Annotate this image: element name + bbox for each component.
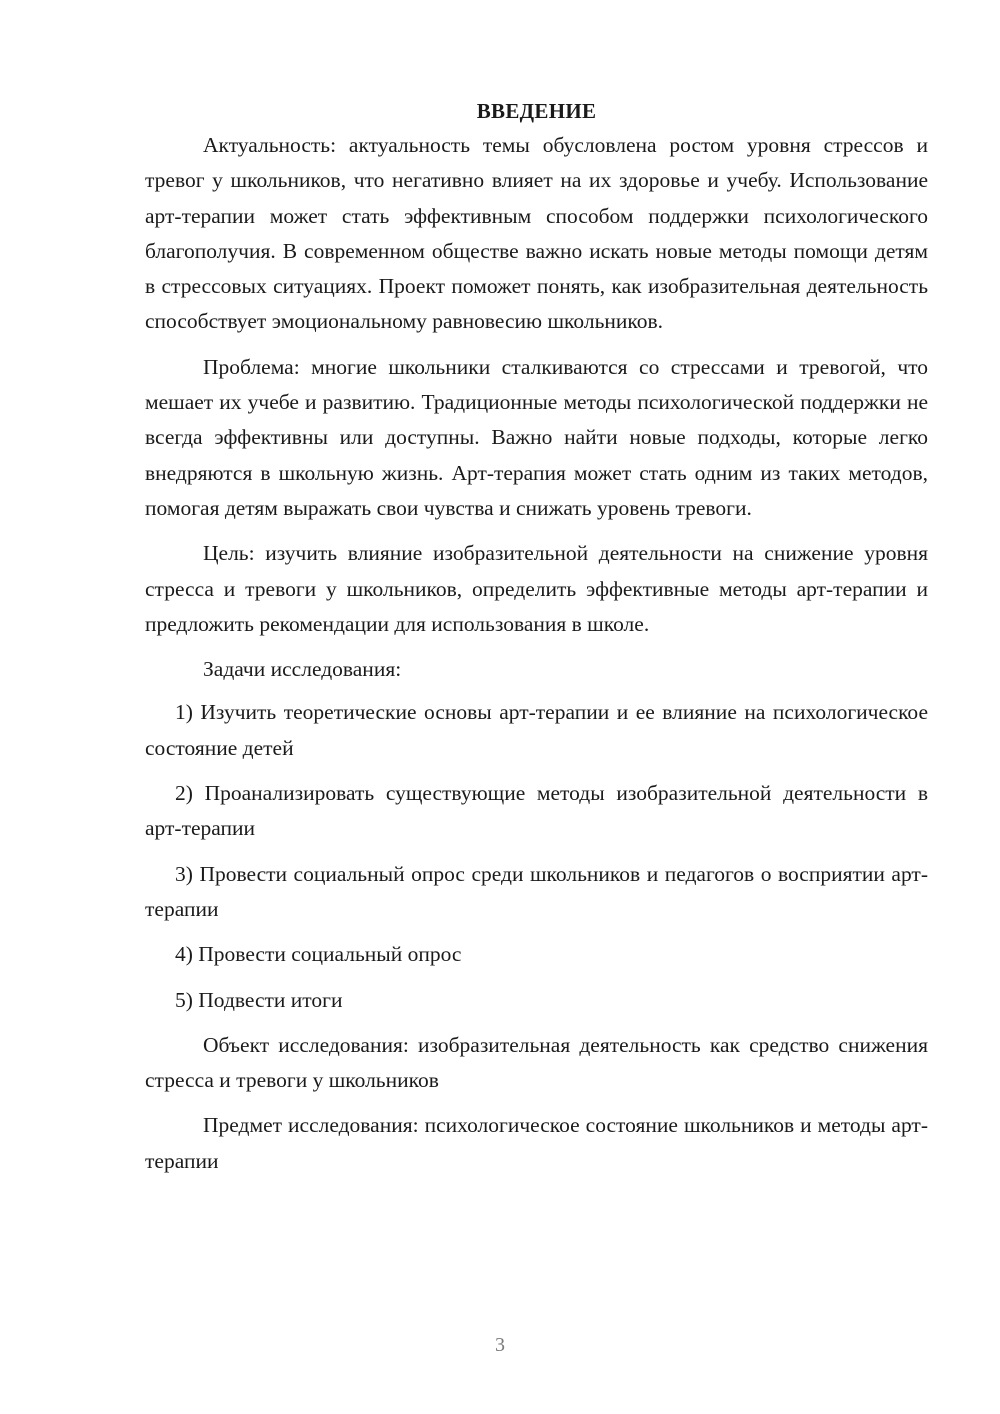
- list-item: 2) Проанализировать существующие методы изобразительной деятельности в арт-терапии: [145, 781, 928, 841]
- document-title: ВВЕДЕНИЕ: [476, 99, 597, 123]
- list-item: 5) Подвести итоги: [175, 987, 343, 1012]
- list-item: 1) Изучить теоретические основы арт-терапии и ее влияние на психологическое состояние детей: [145, 700, 928, 760]
- page-number: 3: [495, 1334, 505, 1356]
- tasks-heading: Задачи исследования:: [203, 657, 402, 682]
- paragraph-object: Объект исследования: изобразительная деятельность как средство снижения стресса и тревоги у школьников: [145, 1032, 928, 1093]
- paragraph-goal: Цель: изучить влияние изобразительной деятельности на снижение уровня стресса и тревоги у школьников, определить эффективные методы арт-терапии и предложить рекомендации для использования в школе.: [145, 541, 928, 636]
- tasks-list: [145, 695, 928, 1017]
- paragraph-relevance: Актуальность: актуальность темы обусловлена ростом уровня стрессов и тревог у школьников, что негативно влияет на их здоровье и учебу. Использование арт-терапии может стать эффективным способом поддержки психологического благополучия. В современном обществе важно искать новые методы помощи детям в стрессовых ситуациях. Проект поможет понять, как изобразительная деятельность способствует эмоциональному равновесию школьников.: [145, 133, 928, 334]
- paragraph-subject: Предмет исследования: психологическое состояние школьников и методы арт-терапии: [145, 1113, 928, 1173]
- paragraph-problem: Проблема: многие школьники сталкиваются со стрессами и тревогой, что мешает их учебе и развитию. Традиционные методы психологической поддержки не всегда эффективны или доступны. Важно найти новые подходы, которые легко внедряются в школьную жизнь. Арт-терапия может стать одним из таких методов, помогая детям выражать свои чувства и снижать уровень тревоги.: [145, 354, 928, 520]
- document-page: [145, 96, 928, 1189]
- list-item: 3) Провести социальный опрос среди школьников и педагогов о восприятии арт-терапии: [145, 861, 928, 921]
- list-item: 4) Провести социальный опрос: [175, 942, 462, 967]
